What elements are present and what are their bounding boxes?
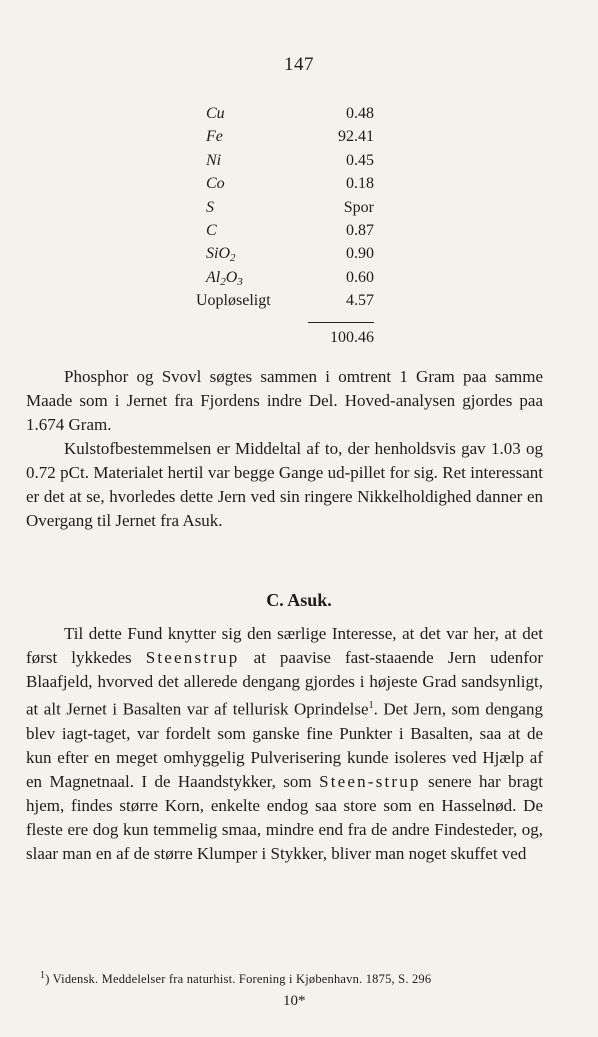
table-row <box>196 125 376 148</box>
sum-rule <box>308 322 374 323</box>
element-value: 0.87 <box>346 221 374 239</box>
total-value: 100.46 <box>330 329 374 346</box>
element-value: 0.18 <box>346 175 374 193</box>
table-row <box>196 172 376 195</box>
paragraph-asuk: Til dette Fund knytter sig den særlige Interesse, at det var her, at det først lykkedes Steenstrup at paavise fast-staaende Jern udenfor Blaafjeld, hvorved det allerede dengang gjordes i højeste Grad sandsynligt, at alt Jernet i Basalten var af tellurisk Oprindelse$^1$. Det Jern, som dengang blev iagt-taget, var fordelt som ganske fine Punkter i Basalten, saa at de kun efter en meget omhyggelig Pulverisering kunde isoleres ved Hjælp af en Magnetnaal. I de Haandstykker, som Steen-strup senere har bragt hjem, findes større Korn, enkelte endog saa store som en Hasselnød. De fleste ere dog kun temmelig smaa, mindre end fra de andre Findesteder, og, slaar man en af de større Klumper i Stykker, bliver man noget skuffet ved <box>26 624 544 863</box>
element-value: 0.45 <box>346 151 374 169</box>
element-label: C <box>206 221 217 239</box>
element-label: Cu <box>206 105 225 122</box>
table-row <box>196 289 376 312</box>
table-row <box>196 219 376 242</box>
table-row <box>196 102 376 125</box>
composition-table <box>196 102 376 346</box>
element-label: Uopløseligt <box>196 292 271 310</box>
element-value: 4.57 <box>346 292 374 310</box>
table-row <box>196 196 376 219</box>
table-row <box>196 242 376 265</box>
person-name: Steen-strup <box>319 771 421 791</box>
element-value: 92.41 <box>338 128 374 146</box>
person-name: Steenstrup <box>145 648 240 667</box>
element-label: $Al_2O_3$ <box>206 268 243 288</box>
element-value: Spor <box>343 198 374 216</box>
element-label: Ni <box>206 151 222 169</box>
section-heading: C. Asuk. <box>266 590 332 610</box>
page-number: 147 <box>284 54 314 75</box>
footnote-ref: 1 <box>368 700 374 711</box>
element-label: Co <box>206 175 225 193</box>
element-value: 0.90 <box>346 245 374 263</box>
element-label: S <box>206 198 214 216</box>
footnote: $^1$) Vidensk. Meddelelser fra naturhist. Forening i Kjøbenhavn. 1875, S. 296 <box>40 970 432 987</box>
table-row <box>196 149 376 172</box>
paragraph-carbon: Kulstofbestemmelsen er Middeltal af to, der henholdsvis gav 1.03 og 0.72 pCt. Materialet hertil var begge Gange ud-pillet for sig. Ret interessant er det at se, hvorledes dette Jern ved sin ringere Nikkelholdighed danner en Overgang til Jernet fra Asuk. <box>26 439 543 530</box>
body-text-upper <box>26 365 543 533</box>
element-label: Fe <box>206 128 223 146</box>
element-value: 0.48 <box>346 105 374 122</box>
table-row <box>196 266 376 289</box>
signature-mark: 10* <box>283 993 306 1009</box>
body-text-lower <box>26 622 543 866</box>
element-label: SiO$_2$ <box>206 245 236 265</box>
element-value: 0.60 <box>346 268 374 286</box>
paragraph-phosphor: Phosphor og Svovl søgtes sammen i omtrent 1 Gram paa samme Maade som i Jernet fra Fjordens indre Del. Hoved-analysen gjordes paa 1.674 Gram. <box>26 367 543 434</box>
